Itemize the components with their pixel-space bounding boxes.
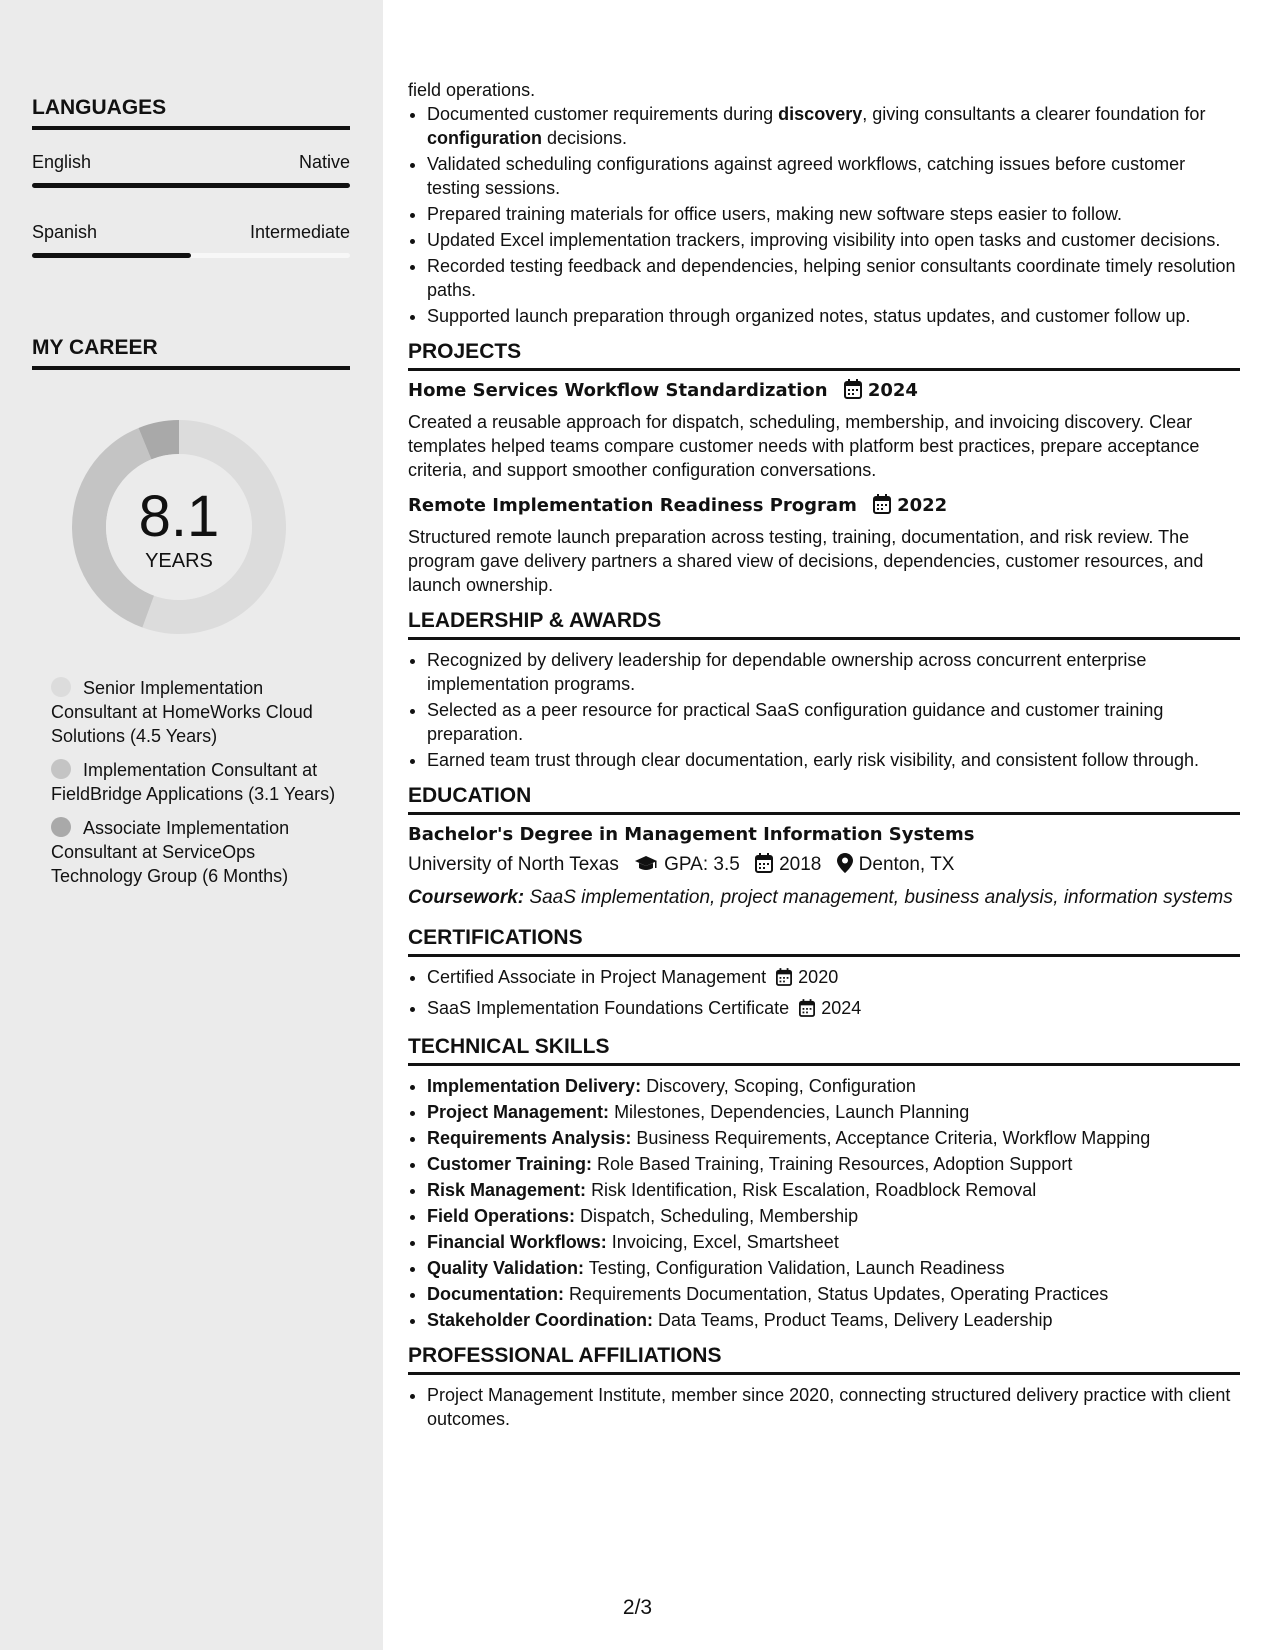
bullet-keyword: configuration [427, 128, 542, 148]
certification-year: 2024 [821, 998, 862, 1018]
certification-item [427, 996, 1240, 1023]
education-school: University of North Texas [408, 854, 619, 875]
career-legend-item [51, 676, 341, 748]
project-title-row [408, 379, 1240, 406]
leadership-item: • Earned team trust through clear documentation, early risk visibility, and consistent follow through. [427, 748, 1240, 772]
experience-bullet: • Validated scheduling configurations against agreed workflows, catching issues before customer testing sessions. [427, 152, 1240, 200]
skill-label: Field Operations: [427, 1206, 576, 1226]
project-description: Structured remote launch preparation across testing, training, documentation, and risk review. The program gave delivery partners a shared view of decisions, dependencies, customer resources, and launch ownership. [408, 527, 1204, 595]
main-content [408, 78, 1240, 1433]
bullet-text: decisions. [542, 128, 628, 148]
coursework-label: Coursework: [408, 887, 525, 908]
experience-bullet: • Supported launch preparation through organized notes, status updates, and customer follow up. [427, 304, 1240, 328]
education-degree: Bachelor's Degree in Management Information Systems [408, 824, 975, 845]
project-year: 2024 [867, 380, 918, 401]
skill-item [427, 1308, 1240, 1332]
skills-heading: TECHNICAL SKILLS [408, 1035, 1240, 1066]
languages-heading: LANGUAGES [32, 96, 350, 130]
legend-dot [51, 677, 71, 697]
page-number-text: 2/3 [622, 1596, 653, 1619]
skill-item [427, 1204, 1240, 1228]
skill-value: Milestones, Dependencies, Launch Planning [614, 1102, 970, 1122]
calendar-icon [799, 999, 815, 1023]
education-section [408, 784, 1240, 910]
languages-section [32, 96, 350, 258]
affiliations-section [408, 1344, 1240, 1431]
education-location: Denton, TX [858, 854, 955, 875]
career-total-unit: YEARS [145, 550, 213, 572]
skill-item [427, 1126, 1240, 1150]
skill-label: Project Management: [427, 1102, 610, 1122]
leadership-list [408, 648, 1240, 772]
certification-name: Certified Associate in Project Management [427, 967, 767, 987]
career-donut-chart [66, 414, 292, 640]
career-legend-item [51, 758, 341, 806]
language-proficiency-bar [32, 253, 350, 258]
bullet-text: Documented customer requirements during [427, 104, 779, 124]
skill-item [427, 1230, 1240, 1254]
calendar-icon [776, 968, 792, 992]
education-coursework [408, 886, 1240, 910]
skill-value: Dispatch, Scheduling, Membership [580, 1206, 859, 1226]
sidebar [0, 0, 383, 1650]
skill-label: Risk Management: [427, 1180, 587, 1200]
skill-value: Discovery, Scoping, Configuration [646, 1076, 916, 1096]
career-total-display [66, 414, 292, 640]
skill-item [427, 1100, 1240, 1124]
language-level: Intermediate [249, 222, 350, 242]
language-name: Spanish [32, 222, 98, 242]
experience-continued [408, 78, 1240, 328]
project-title: Remote Implementation Readiness Program [408, 495, 857, 516]
language-item [32, 222, 350, 258]
leadership-heading: LEADERSHIP & AWARDS [408, 609, 1240, 640]
project-description: Created a reusable approach for dispatch, scheduling, membership, and invoicing discovery. Clear templates helped teams compare customer needs with platform best practices, prepare acceptance criteria, and support smoother configuration conversations. [408, 412, 1200, 480]
projects-heading: PROJECTS [408, 340, 1240, 371]
bullet-text: , giving consultants a clearer foundation for [862, 104, 1206, 124]
project-item [408, 379, 1240, 482]
skills-list [408, 1074, 1240, 1332]
graduation-cap-icon [634, 855, 658, 880]
skill-value: Risk Identification, Risk Escalation, Roadblock Removal [591, 1180, 1037, 1200]
page-number [0, 1596, 1275, 1620]
skill-value: Data Teams, Product Teams, Delivery Leadership [658, 1310, 1053, 1330]
career-total-value: 8.1 [138, 484, 220, 549]
certification-item [427, 965, 1240, 992]
career-legend-item [51, 816, 341, 888]
projects-section [408, 340, 1240, 597]
certifications-heading: CERTIFICATIONS [408, 926, 1240, 957]
skill-label: Implementation Delivery: [427, 1076, 642, 1096]
skill-item [427, 1178, 1240, 1202]
skill-label: Customer Training: [427, 1154, 593, 1174]
skill-item [427, 1282, 1240, 1306]
project-title: Home Services Workflow Standardization [408, 380, 828, 401]
skill-item [427, 1256, 1240, 1280]
education-details [408, 853, 1240, 880]
leadership-item: • Selected as a peer resource for practical SaaS configuration guidance and customer training preparation. [427, 698, 1240, 746]
skill-value: Invoicing, Excel, Smartsheet [611, 1232, 839, 1252]
experience-bullet: • Prepared training materials for office users, making new software steps easier to follow. [427, 202, 1240, 226]
leadership-section [408, 609, 1240, 772]
language-name: English [32, 152, 92, 172]
legend-dot [51, 759, 71, 779]
career-section [32, 336, 350, 370]
affiliations-list [408, 1383, 1240, 1431]
legend-dot [51, 817, 71, 837]
affiliations-heading: PROFESSIONAL AFFILIATIONS [408, 1344, 1240, 1375]
education-heading: EDUCATION [408, 784, 1240, 815]
career-legend [51, 676, 341, 898]
skills-section [408, 1035, 1240, 1332]
certification-name: SaaS Implementation Foundations Certificate [427, 998, 790, 1018]
certification-year: 2020 [798, 967, 839, 987]
experience-bullet: • Updated Excel implementation trackers, improving visibility into open tasks and customer decisions. [427, 228, 1240, 252]
project-item [408, 494, 1240, 597]
calendar-icon [844, 379, 862, 406]
skill-value: Requirements Documentation, Status Updates, Operating Practices [569, 1284, 1109, 1304]
education-year: 2018 [779, 854, 822, 875]
location-pin-icon [837, 853, 853, 880]
language-proficiency-bar [32, 183, 350, 188]
career-heading: MY CAREER [32, 336, 350, 370]
calendar-icon [755, 853, 773, 880]
experience-bullet [427, 102, 1240, 150]
skill-item [427, 1152, 1240, 1176]
skill-label: Documentation: [427, 1284, 564, 1304]
skill-value: Role Based Training, Training Resources, Adoption Support [597, 1154, 1073, 1174]
skill-label: Financial Workflows: [427, 1232, 607, 1252]
experience-lead-text: field operations. [408, 80, 536, 100]
skill-item [427, 1074, 1240, 1098]
language-proficiency-fill [32, 183, 350, 188]
leadership-item: • Recognized by delivery leadership for dependable ownership across concurrent enterprise implementation programs. [427, 648, 1240, 696]
skill-value: Testing, Configuration Validation, Launch Readiness [588, 1258, 1005, 1278]
career-role: Senior Implementation Consultant at HomeWorks Cloud Solutions (4.5 Years) [51, 678, 313, 746]
affiliation-item: • Project Management Institute, member since 2020, connecting structured delivery practice with client outcomes. [427, 1383, 1240, 1431]
education-gpa: GPA: 3.5 [664, 854, 740, 875]
career-role: Associate Implementation Consultant at ServiceOps Technology Group (6 Months) [51, 818, 290, 886]
skill-label: Stakeholder Coordination: [427, 1310, 654, 1330]
certifications-list [408, 965, 1240, 1023]
experience-bullets [408, 102, 1240, 328]
calendar-icon [873, 494, 891, 521]
coursework-text: SaaS implementation, project management, business analysis, information systems [529, 887, 1233, 908]
certifications-section [408, 926, 1240, 1023]
experience-bullet: • Recorded testing feedback and dependencies, helping senior consultants coordinate timely resolution paths. [427, 254, 1240, 302]
project-title-row [408, 494, 1240, 521]
career-role: Implementation Consultant at FieldBridge Applications (3.1 Years) [51, 760, 336, 804]
bullet-keyword: discovery [778, 104, 863, 124]
language-proficiency-fill [32, 253, 191, 258]
skill-value: Business Requirements, Acceptance Criteria, Workflow Mapping [636, 1128, 1151, 1148]
skill-label: Requirements Analysis: [427, 1128, 632, 1148]
project-year: 2022 [897, 495, 948, 516]
language-level: Native [298, 152, 350, 172]
language-item [32, 152, 350, 188]
skill-label: Quality Validation: [427, 1258, 585, 1278]
